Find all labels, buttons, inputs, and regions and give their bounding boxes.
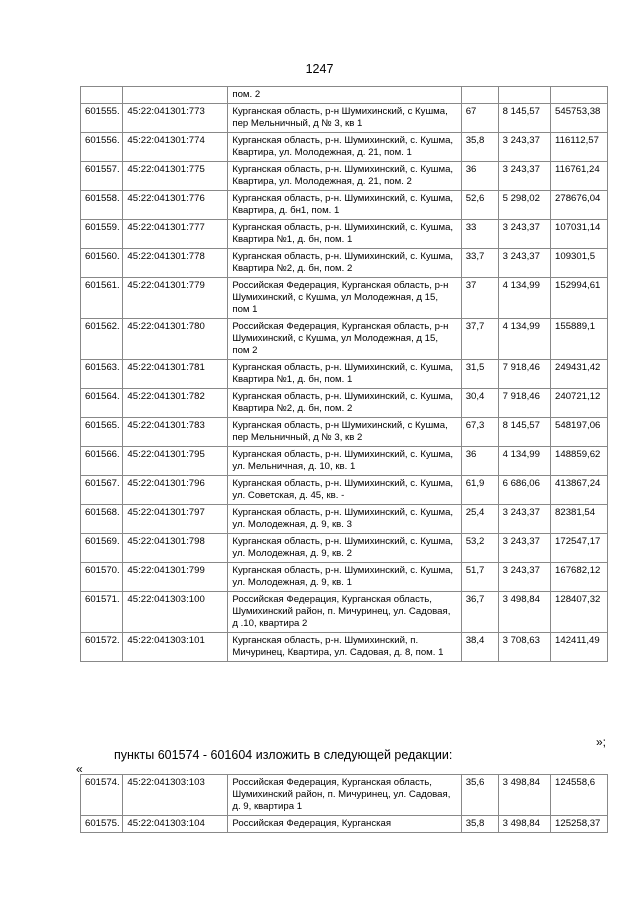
address-cell: Российская Федерация, Курганская область, р-н Шумихинский, с Кушма, ул Молодежная, д 15, пом 1: [228, 278, 461, 319]
cost-rate-cell: 3 243,37: [498, 162, 550, 191]
cost-rate-cell: 8 145,57: [498, 418, 550, 447]
cadastral-cost-cell: 116761,24: [551, 162, 608, 191]
address-cell: Курганская область, р-н. Шумихинский, с. Кушма, ул. Молодежная, д. 9, кв. 2: [228, 534, 461, 563]
row-number-cell: 601555.: [81, 104, 123, 133]
table-row: [81, 592, 608, 633]
address-cell: Курганская область, р-н. Шумихинский, с. Кушма, ул. Советская, д. 45, кв. -: [228, 476, 461, 505]
table-row: [81, 104, 608, 133]
cadastral-cost-cell: 278676,04: [551, 191, 608, 220]
cadastral-number-cell: 45:22:041301:776: [123, 191, 228, 220]
cadastral-number-cell: 45:22:041301:798: [123, 534, 228, 563]
area-cell: 37,7: [461, 319, 498, 360]
table-row: [81, 162, 608, 191]
address-cell: Российская Федерация, Курганская область, Шумихинский район, п. Мичуринец, ул. Садовая, д. 9, квартира 1: [228, 775, 461, 816]
table-row: [81, 447, 608, 476]
cadastral-number-cell: 45:22:041301:775: [123, 162, 228, 191]
cost-rate-cell: 4 134,99: [498, 278, 550, 319]
area-cell: [461, 87, 498, 104]
cadastral-cost-cell: 152994,61: [551, 278, 608, 319]
table-row: [81, 534, 608, 563]
row-number-cell: 601567.: [81, 476, 123, 505]
cost-rate-cell: 3 243,37: [498, 563, 550, 592]
area-cell: 36: [461, 162, 498, 191]
table-row: [81, 319, 608, 360]
address-cell: Курганская область, р-н. Шумихинский, с. Кушма, Квартира, ул. Молодежная, д. 21, пом. 2: [228, 162, 461, 191]
area-cell: 38,4: [461, 633, 498, 662]
cadastral-number-cell: 45:22:041301:774: [123, 133, 228, 162]
table-row: [81, 563, 608, 592]
row-number-cell: 601560.: [81, 249, 123, 278]
row-number-cell: 601566.: [81, 447, 123, 476]
address-cell: Курганская область, р-н. Шумихинский, с. Кушма, Квартира, д. бн1, пом. 1: [228, 191, 461, 220]
cadastral-cost-cell: [551, 87, 608, 104]
row-number-cell: 601570.: [81, 563, 123, 592]
cadastral-number-cell: 45:22:041303:103: [123, 775, 228, 816]
area-cell: 35,8: [461, 133, 498, 162]
cost-rate-cell: 7 918,46: [498, 389, 550, 418]
row-number-cell: 601574.: [81, 775, 123, 816]
cadastral-number-cell: 45:22:041301:773: [123, 104, 228, 133]
cadastral-number-cell: 45:22:041303:101: [123, 633, 228, 662]
row-number-cell: 601565.: [81, 418, 123, 447]
cadastral-cost-cell: 107031,14: [551, 220, 608, 249]
area-cell: 25,4: [461, 505, 498, 534]
table-row: [81, 133, 608, 162]
row-number-cell: 601575.: [81, 816, 123, 833]
opening-quote: «: [76, 762, 83, 776]
row-number-cell: 601561.: [81, 278, 123, 319]
address-cell: Российская Федерация, Курганская: [228, 816, 461, 833]
cadastral-number-cell: 45:22:041303:100: [123, 592, 228, 633]
area-cell: 31,5: [461, 360, 498, 389]
cadastral-cost-cell: 167682,12: [551, 563, 608, 592]
row-number-cell: 601559.: [81, 220, 123, 249]
cadastral-cost-cell: 125258,37: [551, 816, 608, 833]
cadastral-cost-cell: 109301,5: [551, 249, 608, 278]
cadastral-number-cell: 45:22:041301:795: [123, 447, 228, 476]
address-cell: Российская Федерация, Курганская область, Шумихинский район, п. Мичуринец, ул. Садовая, д .10, квартира 2: [228, 592, 461, 633]
address-cell: Курганская область, р-н. Шумихинский, с. Кушма, ул. Молодежная, д. 9, кв. 3: [228, 505, 461, 534]
cadastral-number-cell: 45:22:041301:781: [123, 360, 228, 389]
table-row: [81, 249, 608, 278]
closing-quote: »;: [596, 735, 607, 749]
table-row: [81, 220, 608, 249]
address-cell: Курганская область, р-н. Шумихинский, с. Кушма, ул. Молодежная, д. 9, кв. 1: [228, 563, 461, 592]
cost-rate-cell: 3 243,37: [498, 505, 550, 534]
address-cell: Курганская область, р-н. Шумихинский, с. Кушма, ул. Мельничная, д. 10, кв. 1: [228, 447, 461, 476]
cadastral-cost-cell: 155889,1: [551, 319, 608, 360]
cadastral-number-cell: 45:22:041301:777: [123, 220, 228, 249]
cadastral-cost-cell: 548197,06: [551, 418, 608, 447]
table-row: [81, 87, 608, 104]
table-row: [81, 633, 608, 662]
table-row: [81, 775, 608, 816]
cadastral-number-cell: 45:22:041301:779: [123, 278, 228, 319]
table-row: [81, 191, 608, 220]
area-cell: 52,6: [461, 191, 498, 220]
area-cell: 35,8: [461, 816, 498, 833]
area-cell: 36: [461, 447, 498, 476]
cadastral-number-cell: 45:22:041301:778: [123, 249, 228, 278]
cadastral-cost-cell: 142411,49: [551, 633, 608, 662]
row-number-cell: 601569.: [81, 534, 123, 563]
cadastral-number-cell: 45:22:041301:799: [123, 563, 228, 592]
cost-rate-cell: 7 918,46: [498, 360, 550, 389]
address-cell: Курганская область, р-н. Шумихинский, с. Кушма, Квартира №1, д. бн, пом. 1: [228, 220, 461, 249]
page-number: 1247: [305, 62, 334, 76]
table-row: [81, 389, 608, 418]
area-cell: 51,7: [461, 563, 498, 592]
cost-rate-cell: 6 686,06: [498, 476, 550, 505]
cadastral-cost-cell: 82381,54: [551, 505, 608, 534]
cost-rate-cell: 3 243,37: [498, 534, 550, 563]
area-cell: 37: [461, 278, 498, 319]
table-row: [81, 816, 608, 833]
property-table-continued: [80, 774, 608, 833]
cadastral-cost-cell: 240721,12: [551, 389, 608, 418]
row-number-cell: 601563.: [81, 360, 123, 389]
area-cell: 35,6: [461, 775, 498, 816]
row-number-cell: 601562.: [81, 319, 123, 360]
row-number-cell: 601568.: [81, 505, 123, 534]
table-row: [81, 278, 608, 319]
address-cell: Курганская область, р-н. Шумихинский, с. Кушма, Квартира №1, д. бн, пом. 1: [228, 360, 461, 389]
row-number-cell: 601564.: [81, 389, 123, 418]
cadastral-cost-cell: 116112,57: [551, 133, 608, 162]
row-number-cell: [81, 87, 123, 104]
table-row: [81, 360, 608, 389]
cost-rate-cell: [498, 87, 550, 104]
address-cell: Курганская область, р-н. Шумихинский, с. Кушма, Квартира, ул. Молодежная, д. 21, пом. 1: [228, 133, 461, 162]
row-number-cell: 601558.: [81, 191, 123, 220]
address-cell: Курганская область, р-н. Шумихинский, с. Кушма, Квартира №2, д. бн, пом. 2: [228, 249, 461, 278]
area-cell: 67: [461, 104, 498, 133]
row-number-cell: 601556.: [81, 133, 123, 162]
cadastral-number-cell: 45:22:041303:104: [123, 816, 228, 833]
cost-rate-cell: 4 134,99: [498, 319, 550, 360]
address-cell: Курганская область, р-н. Шумихинский, п. Мичуринец, Квартира, ул. Садовая, д. 8, пом. 1: [228, 633, 461, 662]
address-cell: Курганская область, р-н. Шумихинский, с. Кушма, Квартира №2, д. бн, пом. 2: [228, 389, 461, 418]
cadastral-number-cell: 45:22:041301:782: [123, 389, 228, 418]
address-cell: пом. 2: [228, 87, 461, 104]
cadastral-cost-cell: 148859,62: [551, 447, 608, 476]
cadastral-cost-cell: 413867,24: [551, 476, 608, 505]
cadastral-number-cell: 45:22:041301:780: [123, 319, 228, 360]
area-cell: 61,9: [461, 476, 498, 505]
row-number-cell: 601572.: [81, 633, 123, 662]
area-cell: 36,7: [461, 592, 498, 633]
cost-rate-cell: 3 498,84: [498, 775, 550, 816]
table-row: [81, 505, 608, 534]
cadastral-cost-cell: 249431,42: [551, 360, 608, 389]
cadastral-number-cell: [123, 87, 228, 104]
cadastral-number-cell: 45:22:041301:783: [123, 418, 228, 447]
area-cell: 53,2: [461, 534, 498, 563]
cadastral-number-cell: 45:22:041301:797: [123, 505, 228, 534]
property-table: [80, 86, 608, 662]
row-number-cell: 601571.: [81, 592, 123, 633]
cost-rate-cell: 3 498,84: [498, 592, 550, 633]
cost-rate-cell: 3 708,63: [498, 633, 550, 662]
area-cell: 33,7: [461, 249, 498, 278]
table-row: [81, 476, 608, 505]
address-cell: Курганская область, р-н Шумихинский, с Кушма, пер Мельничный, д № 3, кв 2: [228, 418, 461, 447]
cost-rate-cell: 4 134,99: [498, 447, 550, 476]
cadastral-cost-cell: 172547,17: [551, 534, 608, 563]
cost-rate-cell: 3 243,37: [498, 220, 550, 249]
cost-rate-cell: 3 243,37: [498, 249, 550, 278]
cost-rate-cell: 8 145,57: [498, 104, 550, 133]
cost-rate-cell: 5 298,02: [498, 191, 550, 220]
table-row: [81, 418, 608, 447]
cadastral-cost-cell: 128407,32: [551, 592, 608, 633]
cost-rate-cell: 3 243,37: [498, 133, 550, 162]
amendment-instruction: пункты 601574 - 601604 изложить в следующей редакции:: [114, 748, 453, 762]
area-cell: 67,3: [461, 418, 498, 447]
cadastral-cost-cell: 124558,6: [551, 775, 608, 816]
area-cell: 30,4: [461, 389, 498, 418]
address-cell: Курганская область, р-н Шумихинский, с Кушма, пер Мельничный, д № 3, кв 1: [228, 104, 461, 133]
cadastral-cost-cell: 545753,38: [551, 104, 608, 133]
cadastral-number-cell: 45:22:041301:796: [123, 476, 228, 505]
row-number-cell: 601557.: [81, 162, 123, 191]
area-cell: 33: [461, 220, 498, 249]
address-cell: Российская Федерация, Курганская область, р-н Шумихинский, с Кушма, ул Молодежная, д 15, пом 2: [228, 319, 461, 360]
cost-rate-cell: 3 498,84: [498, 816, 550, 833]
